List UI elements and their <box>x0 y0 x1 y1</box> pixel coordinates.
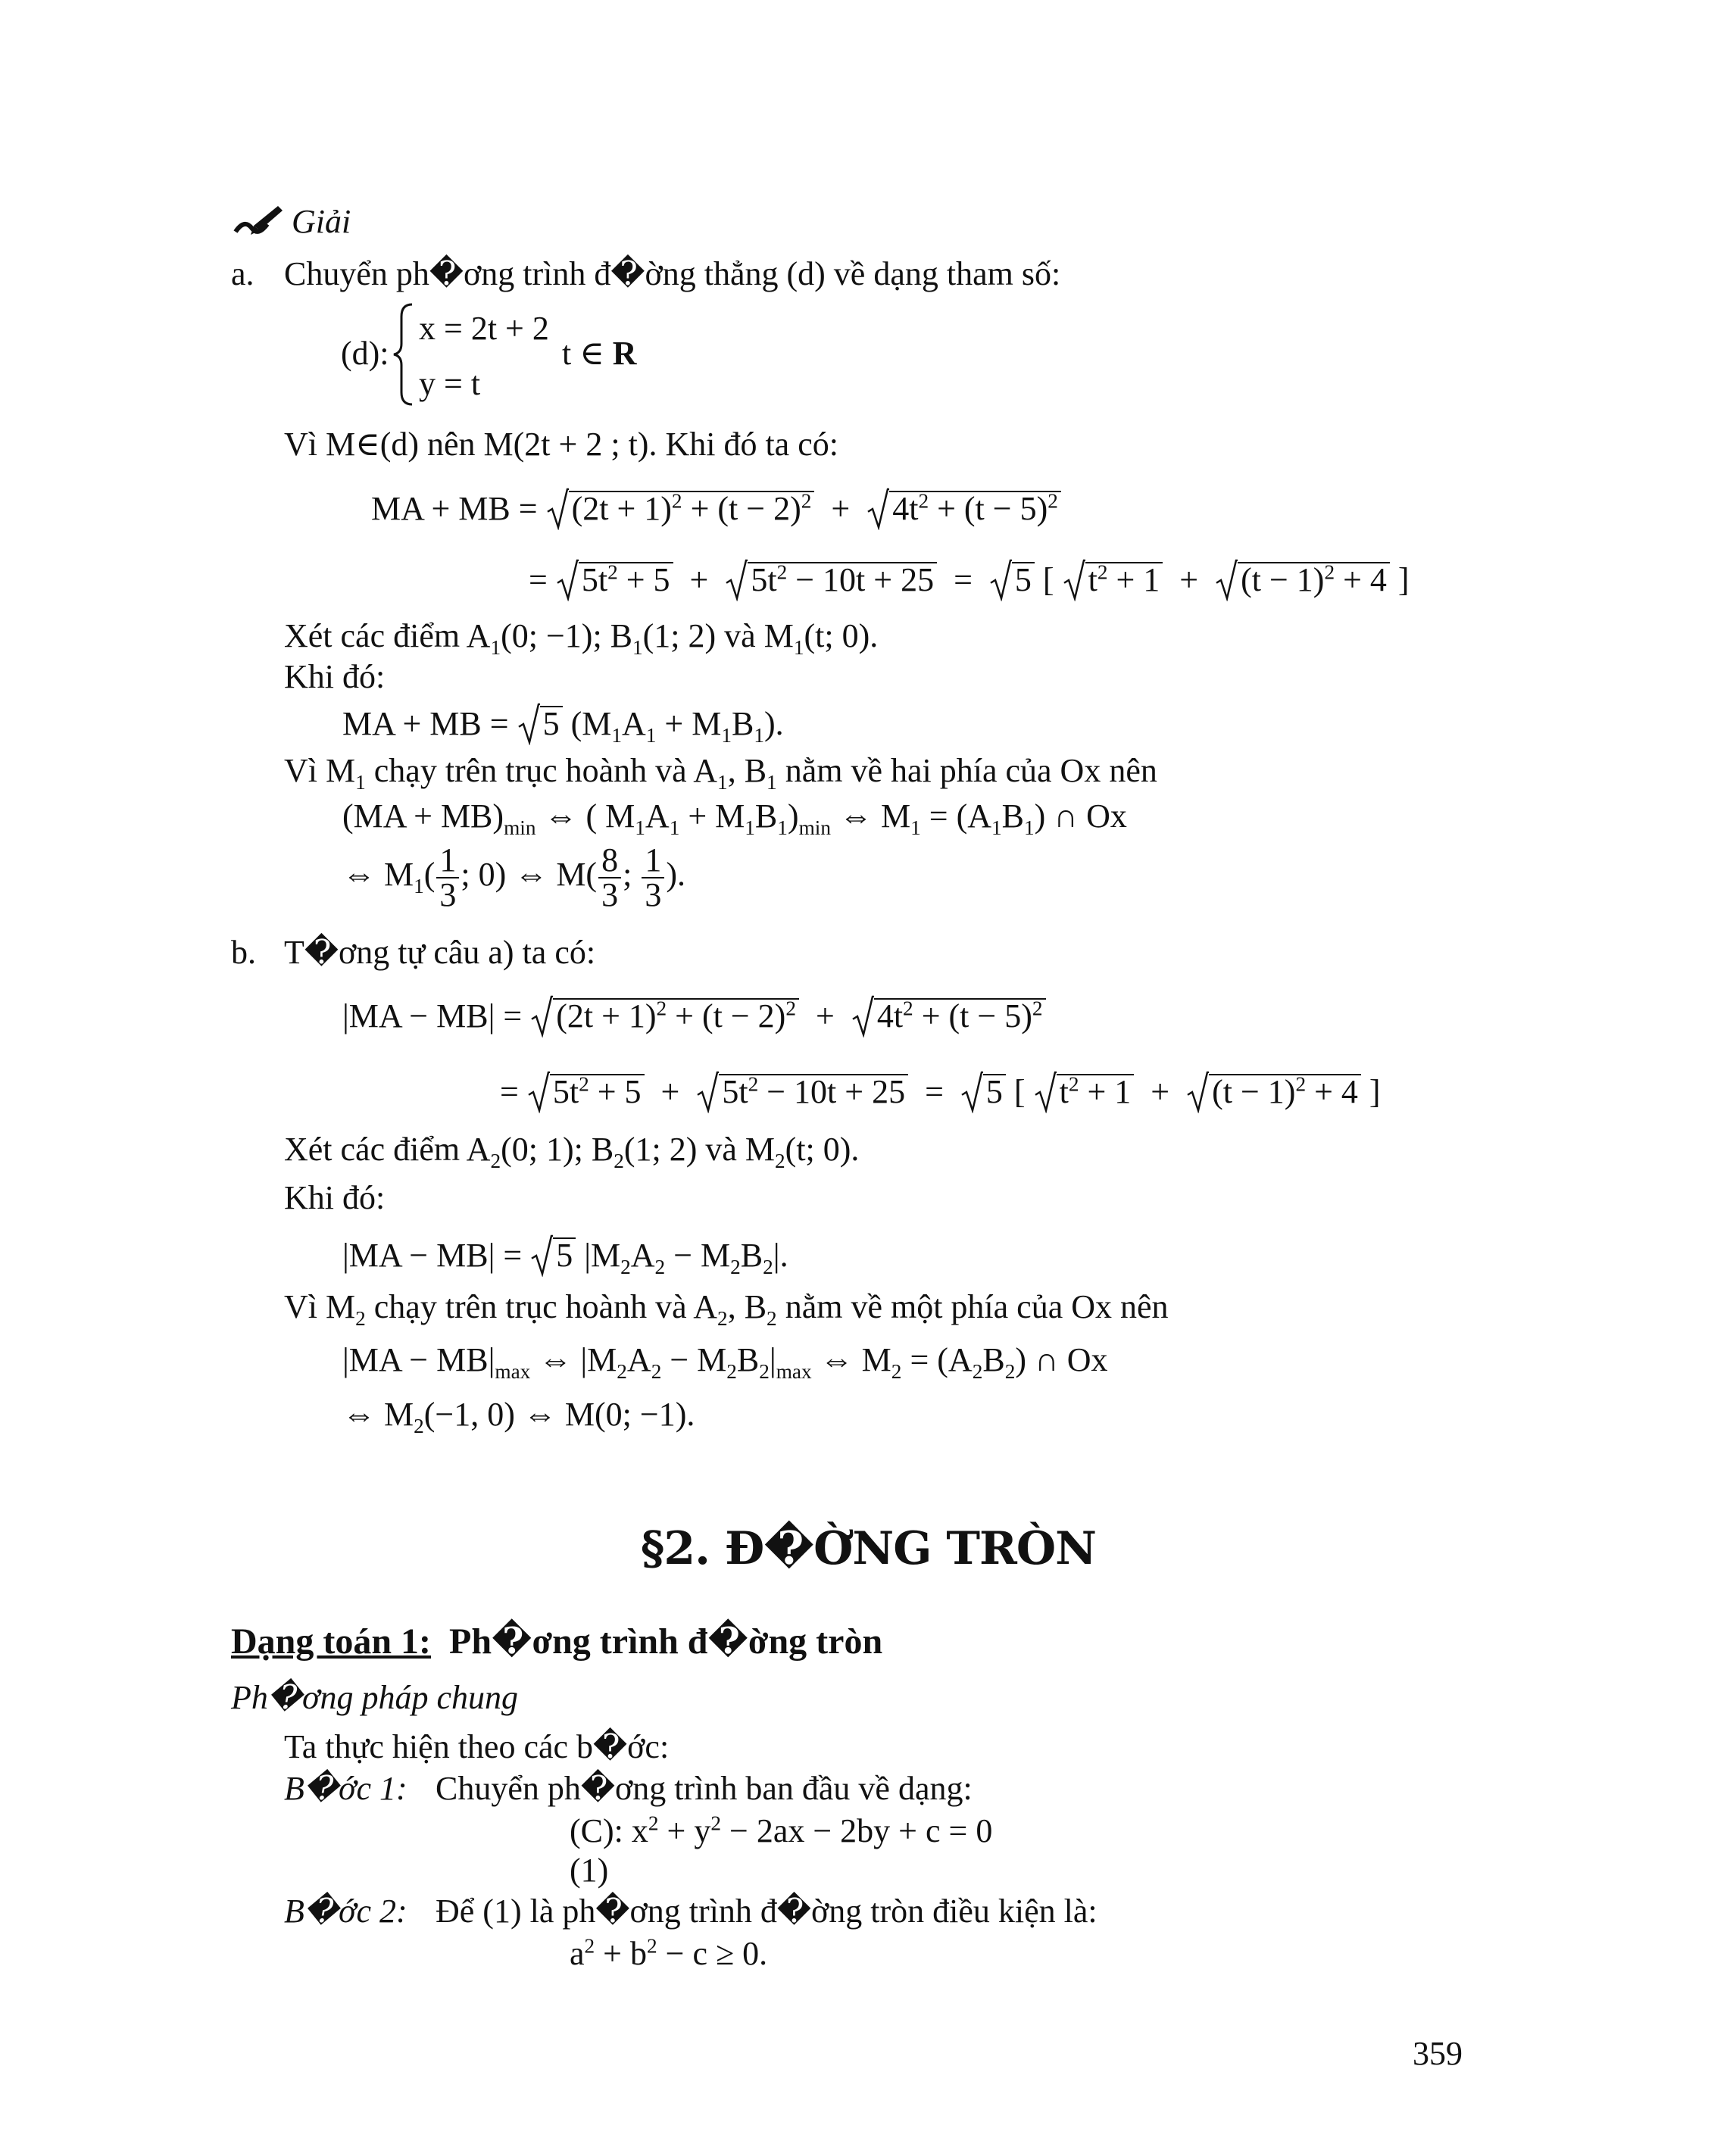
a-result: ⇔ $M_1$( $\frac{1}{3}$ ; 0) ⇔ M( $\frac{8}{3}$ ; $\frac{1}{3}$ ). <box>342 841 685 913</box>
page-number: 359 <box>1413 2035 1463 2072</box>
system-line-1: x = 2t + 2 <box>419 310 549 347</box>
method-intro: Ta thực hiện theo các b�ớc: <box>284 1728 670 1765</box>
dang-toan-label: Dạng toán 1: <box>231 1621 432 1662</box>
b-points: Xét các điểm $A_2(0$; 1); $B_2(1$; 2) và $M_2(t$; 0). <box>284 1131 860 1172</box>
part-b-intro: T�ơng tự câu a) ta có: <box>284 934 596 971</box>
b-result: ⇔ $M_2(-1$, 0) ⇔ M(0; −1). <box>342 1396 695 1437</box>
part-b-marker: b. <box>231 934 256 971</box>
dang-toan-title: Ph�ơng trình đ�ờng tròn <box>449 1621 883 1662</box>
solution-label: Giải <box>292 203 351 241</box>
step1-number: (1) <box>570 1852 609 1889</box>
a-sum: MA + MB = 5 $(M_1A_1 + M_1B_1)$. <box>342 705 784 747</box>
a-min: $(MA + MB)_{min}$ ⇔ ( $M_1A_1 + M_1B_1)_{min}$ ⇔ $M_1 = (A_1B_1)$ ∩ Ox <box>342 797 1127 839</box>
b-eq1: |MA − MB| = $(2t + 1)^2 + (t - 2)^2$ + $4t^2 + (t - 5)^2$ <box>342 998 1046 1033</box>
b-abs: |MA − MB| = 5 $|M_2A_2 - M_2B_2|$. <box>342 1237 788 1278</box>
step1-equation: (C): $x^2 + y^2 - 2ax - 2by + c = 0$ <box>570 1812 993 1849</box>
fraction-eight-thirds: $\frac{8}{3}$ <box>598 844 621 912</box>
fraction-one-third: $\frac{1}{3}$ <box>436 844 459 912</box>
step1-text: Chuyển ph�ơng trình ban đầu về dạng: <box>436 1770 973 1807</box>
pencil-writing-icon <box>231 203 284 247</box>
part-a-intro: Chuyển ph�ơng trình đ�ờng thẳng (d) về dạng tham số: <box>284 255 1061 292</box>
dang-toan-heading <box>231 1621 883 1662</box>
a-eq2: = $5t^2 + 5$ + $5t^2 - 10t + 25$ = 5 [ $t^2 + 1$ + $(t - 1)^2 + 4$ ] <box>529 560 1410 598</box>
step2-equation: $a^2 + b^2 - c \ge 0$. <box>570 1934 768 1972</box>
solution-header <box>231 203 351 247</box>
part-a-marker: a. <box>231 255 254 292</box>
a-points: Xét các điểm $A_1(0$; −1); $B_1(1$; 2) và $M_1(t$; 0). <box>284 617 879 659</box>
a-eq1: MA + MB = $(2t + 1)^2 + (t - 2)^2$ + $4t^2 + (t - 5)^2$ <box>371 491 1061 526</box>
fraction-one-third-2: $\frac{1}{3}$ <box>642 844 664 912</box>
a-m-line: Vì M∈(d) nên M(2t + 2 ; t). Khi đó ta có: <box>284 426 838 463</box>
b-khi-do: Khi đó: <box>284 1179 386 1216</box>
step2-text: Để (1) là ph�ơng trình đ�ờng tròn điều kiện là: <box>436 1893 1097 1930</box>
system-brace <box>392 301 415 413</box>
step2-label: B�ớc 2: <box>284 1893 407 1930</box>
b-eq2: = $5t^2 + 5$ + $5t^2 - 10t + 25$ = 5 [ $t^2 + 1$ + $(t - 1)^2 + 4$ ] <box>500 1072 1381 1110</box>
a-khi-do: Khi đó: <box>284 658 386 695</box>
b-reason: Vì $M_2$ chạy trên trục hoành và $A_2$, $B_2$ nằm về một phía của Ox nên <box>284 1288 1169 1330</box>
a-reason: Vì $M_1$ chạy trên trục hoành và $A_1$, $B_1$ nằm về hai phía của Ox nên <box>284 752 1157 794</box>
d-label: (d): <box>341 335 389 372</box>
method-label: Ph�ơng pháp chung <box>231 1679 519 1716</box>
section-title: §2. Đ�ỜNG TRÒN <box>641 1522 1096 1575</box>
system-line-2: y = t <box>419 365 481 402</box>
step1-label: B�ớc 1: <box>284 1770 407 1807</box>
system-param: t ∈ R <box>562 335 637 372</box>
b-max: $|MA - MB|_{max}$ ⇔ $|M_2A_2 - M_2B_2|_{max}$ ⇔ $M_2 = (A_2B_2)$ ∩ Ox <box>342 1341 1108 1383</box>
